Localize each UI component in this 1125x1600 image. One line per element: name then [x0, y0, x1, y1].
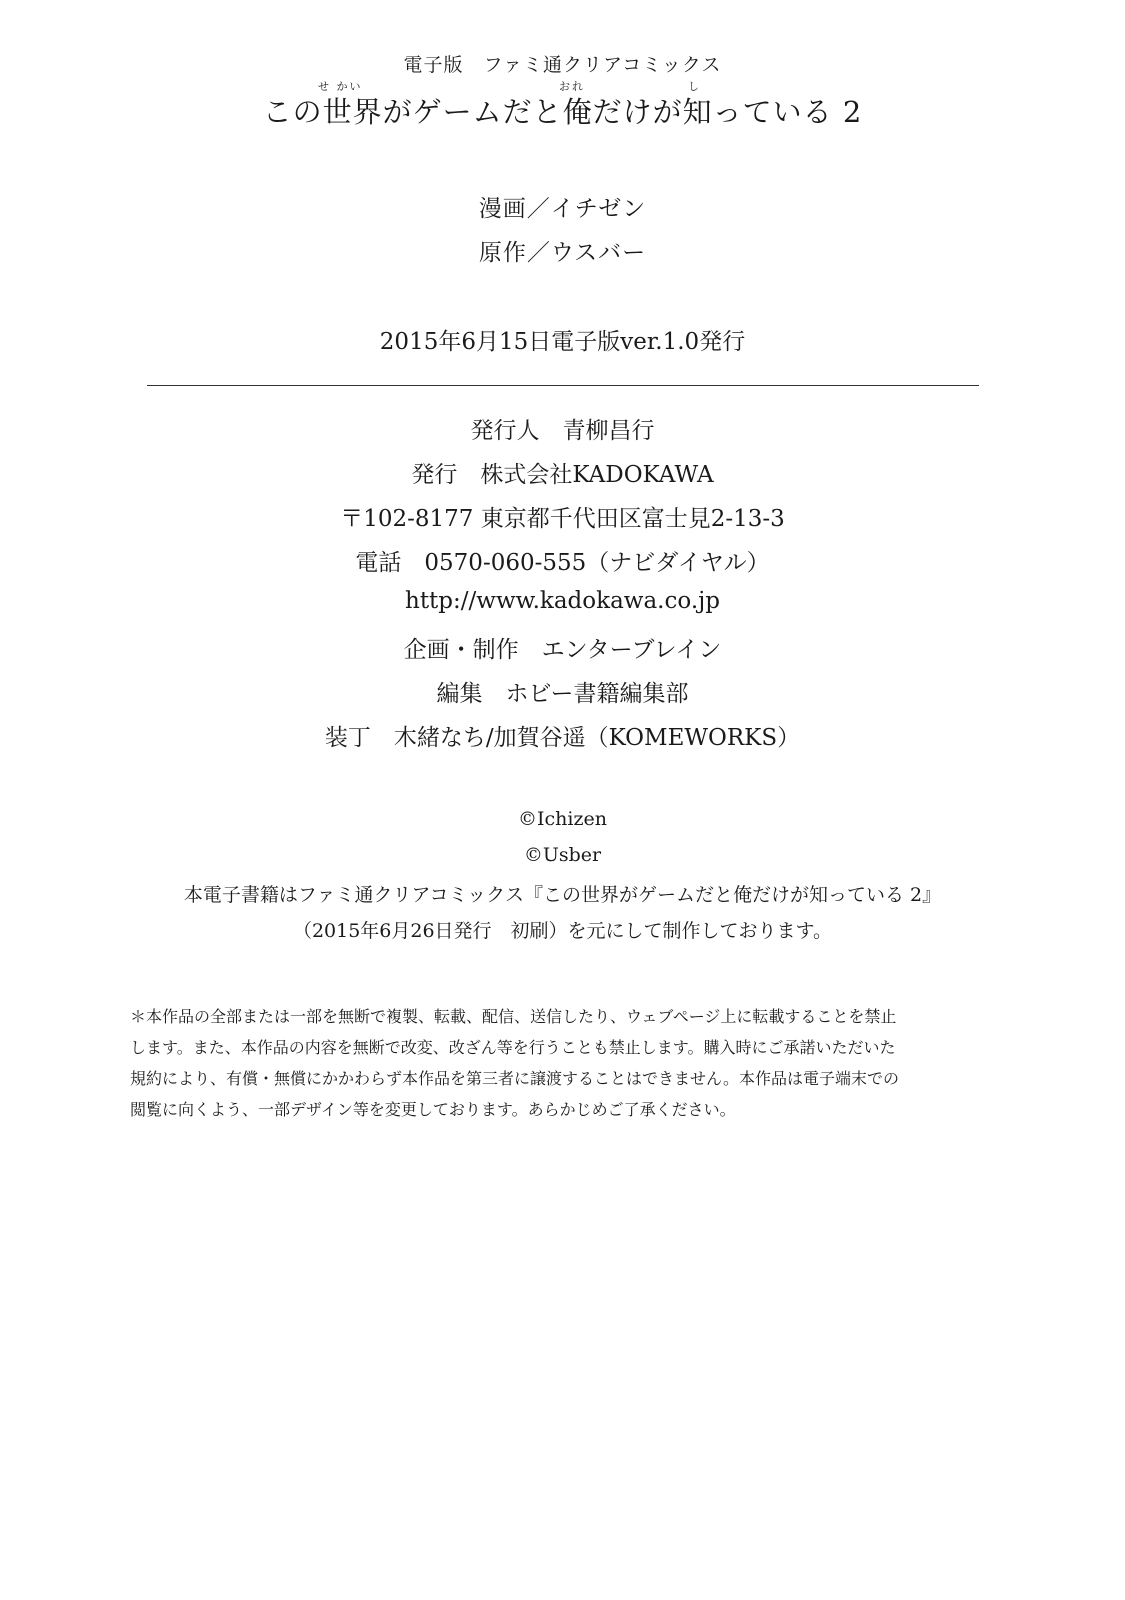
publisher-address: 〒102-8177 東京都千代田区富士見2-13-3 [340, 506, 785, 532]
editorial: 編集 ホビー書籍編集部 [436, 681, 689, 707]
title-ruby-ore: おれ [559, 80, 585, 93]
publisher-url: http://www.kadokawa.co.jp [405, 588, 720, 614]
publisher-person: 発行人 青柳昌行 [470, 418, 655, 444]
book-design: 装丁 木緒なち/加賀谷遥（KOMEWORKS） [324, 725, 801, 751]
publication-date: 2015年6月15日電子版ver.1.0発行 [379, 329, 746, 355]
publisher-company: 発行 株式会社KADOKAWA [411, 462, 714, 488]
divider [147, 385, 979, 386]
credit-original: 原作／ウスバー [478, 240, 647, 266]
credit-manga: 漫画／イチゼン [478, 196, 647, 222]
publisher-phone: 電話 0570-060-555（ナビダイヤル） [355, 550, 770, 576]
title-ruby-sekai: せ かい [318, 80, 363, 93]
notice-line: ＊本作品の全部または一部を無断で複製、転載、配信、送信したり、ウェブページ上に転載することを禁止 [130, 1007, 897, 1026]
ebook-source-date: （2015年6月26日発行 初刷）を元にして制作しております。 [292, 920, 833, 942]
edition-label: 電子版 ファミ通クリアコミックス [403, 54, 722, 76]
copyright-usber: ©Usber [523, 844, 602, 866]
title-ruby-shi: し [688, 80, 701, 93]
copyright-ichizen: ©Ichizen [518, 808, 607, 830]
ebook-source-note: 本電子書籍はファミ通クリアコミックス『この世界がゲームだと俺だけが知っている 2』 [183, 884, 942, 906]
notice-line: 規約により、有償・無償にかかわらず本作品を第三者に譲渡することはできません。本作品は電子端末での [130, 1069, 899, 1088]
notice-line: 閲覧に向くよう、一部デザイン等を変更しております。あらかじめご了承ください。 [130, 1100, 736, 1119]
notice-line: します。また、本作品の内容を無断で改変、改ざん等を行うことも禁止します。購入時にご承諾いただいた [130, 1038, 896, 1057]
book-title: この世界がゲームだと俺だけが知っている 2 [262, 95, 863, 129]
planning-production: 企画・制作 エンターブレイン [403, 637, 722, 663]
